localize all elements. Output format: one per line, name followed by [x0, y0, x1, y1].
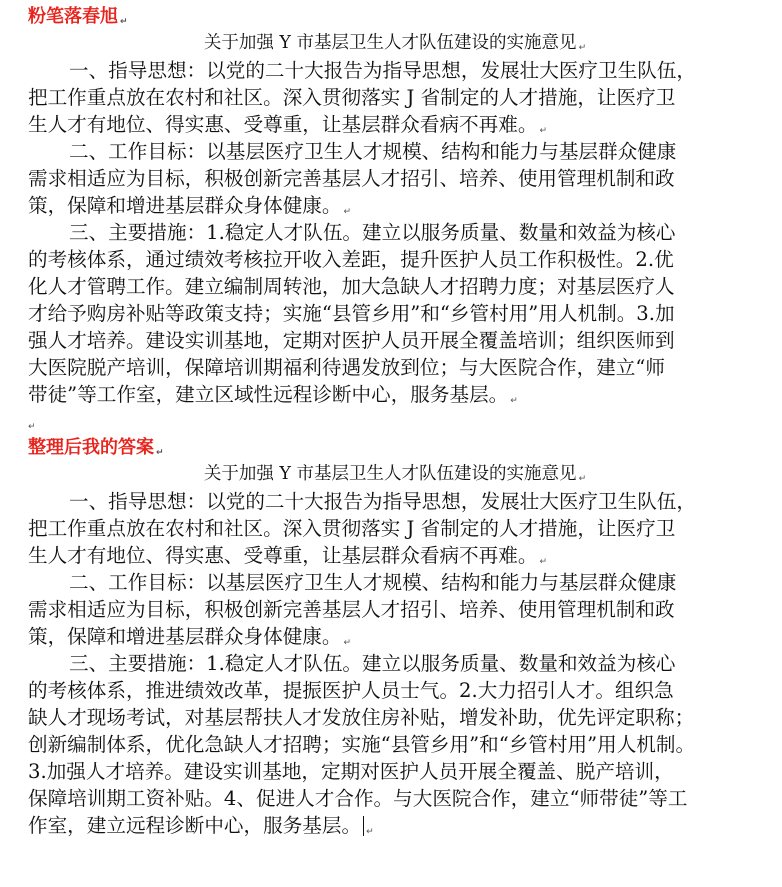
- text-line: 需求相适应为目标，积极创新完善基层人才招引、培养、使用管理机制和政: [28, 167, 675, 190]
- paragraph-main-measures: [28, 219, 756, 408]
- text-line: 策，保障和增进基层群众身体健康。 ↵: [28, 194, 352, 217]
- text-line: 带徒”等工作室，建立区域性远程诊断中心，服务基层。 ↵: [28, 383, 518, 406]
- text-line: 3.加强人才培养。建设实训基地，定期对医护人员开展全覆盖、脱产培训，: [28, 760, 674, 783]
- text-line: 二、工作目标：以基层医疗卫生人才规模、结构和能力与基层群众健康: [69, 140, 677, 163]
- paragraph-mark-icon: ↵: [578, 474, 587, 484]
- text-line: 的考核体系，推进绩效改革，提振医护人员士气。2.大力招引人才。组织急: [28, 679, 674, 702]
- text-line: 缺人才现场考试，对基层帮扶人才发放住房补贴，增发补助，优先评定职称；: [28, 706, 695, 729]
- section-label: 整理后我的答案 ↵: [28, 437, 164, 458]
- text-line: 三、主要措施：1.稳定人才队伍。建立以服务质量、数量和效益为核心: [69, 221, 676, 244]
- paragraph-mark-icon: ↵: [28, 422, 36, 432]
- text-line: 策，保障和增进基层群众身体健康。 ↵: [28, 625, 352, 648]
- text-line: 的考核体系，通过绩效考核拉开收入差距，提升医护人员工作积极性。2.优: [28, 248, 674, 271]
- paragraph-mark-icon: ↵: [343, 638, 352, 648]
- paragraph-work-goals: [28, 138, 756, 219]
- text-cursor: [363, 816, 364, 836]
- text-line: 把工作重点放在农村和社区。深入贯彻落实 J 省制定的人才措施，让医疗卫: [28, 517, 676, 540]
- paragraph-main-measures: [28, 650, 756, 839]
- document-title: 关于加强 Y 市基层卫生人才队伍建设的实施意见 ↵: [203, 33, 587, 53]
- text-line: 化人才管聘工作。建立编制周转池，加大急缺人才招聘力度；对基层医疗人: [28, 275, 675, 298]
- paragraph-mark-icon: ↵: [156, 448, 164, 458]
- text-line: 大医院脱产培训，保障培训期福利待遇发放到位；与大医院合作，建立“师: [28, 356, 666, 379]
- paragraph-mark-icon: ↵: [510, 396, 518, 406]
- paragraph-mark-icon: ↵: [343, 207, 352, 217]
- text-line: 一、指导思想：以党的二十大报告为指导思想，发展壮大医疗卫生队伍，: [69, 59, 696, 82]
- document-title: 关于加强 Y 市基层卫生人才队伍建设的实施意见 ↵: [203, 464, 587, 484]
- text-line: 创新编制体系，优化急缺人才招聘；实施“县管乡用”和“乡管村用”用人机制。: [28, 733, 696, 756]
- text-line: 保障培训期工资补贴。4、促进人才合作。与大医院合作，建立“师带徒”等工: [28, 787, 688, 810]
- text-line: 二、工作目标：以基层医疗卫生人才规模、结构和能力与基层群众健康: [69, 571, 677, 594]
- document-page[interactable]: [28, 4, 756, 839]
- section-label: 粉笔落春旭 ↵: [28, 6, 128, 27]
- paragraph-mark-icon: ↵: [539, 557, 547, 567]
- text-line: 强人才培养。建设实训基地，定期对医护人员开展全覆盖培训；组织医师到: [28, 329, 675, 352]
- empty-paragraph: [28, 408, 756, 435]
- paragraph-work-goals: [28, 569, 756, 650]
- paragraph-mark-icon: ↵: [539, 126, 547, 136]
- text-line: 把工作重点放在农村和社区。深入贯彻落实 J 省制定的人才措施，让医疗卫: [28, 86, 676, 109]
- text-line: 一、指导思想：以党的二十大报告为指导思想，发展壮大医疗卫生队伍，: [69, 490, 696, 513]
- text-line: 需求相适应为目标，积极创新完善基层人才招引、培养、使用管理机制和政: [28, 598, 675, 621]
- paragraph-guiding-ideology: [28, 488, 756, 569]
- paragraph-guiding-ideology: [28, 57, 756, 138]
- text-line: 作室，建立远程诊断中心，服务基层。 ↵: [28, 814, 374, 837]
- text-line: 生人才有地位、得实惠、受尊重，让基层群众看病不再难。 ↵: [28, 544, 547, 567]
- paragraph-mark-icon: ↵: [366, 827, 374, 837]
- text-line: 才给予购房补贴等政策支持；实施“县管乡用”和“乡管村用”用人机制。3.加: [28, 302, 675, 325]
- text-line: 三、主要措施：1.稳定人才队伍。建立以服务质量、数量和效益为核心: [69, 652, 676, 675]
- paragraph-mark-icon: ↵: [578, 43, 587, 53]
- text-line: 生人才有地位、得实惠、受尊重，让基层群众看病不再难。 ↵: [28, 113, 547, 136]
- paragraph-mark-icon: ↵: [120, 17, 128, 27]
